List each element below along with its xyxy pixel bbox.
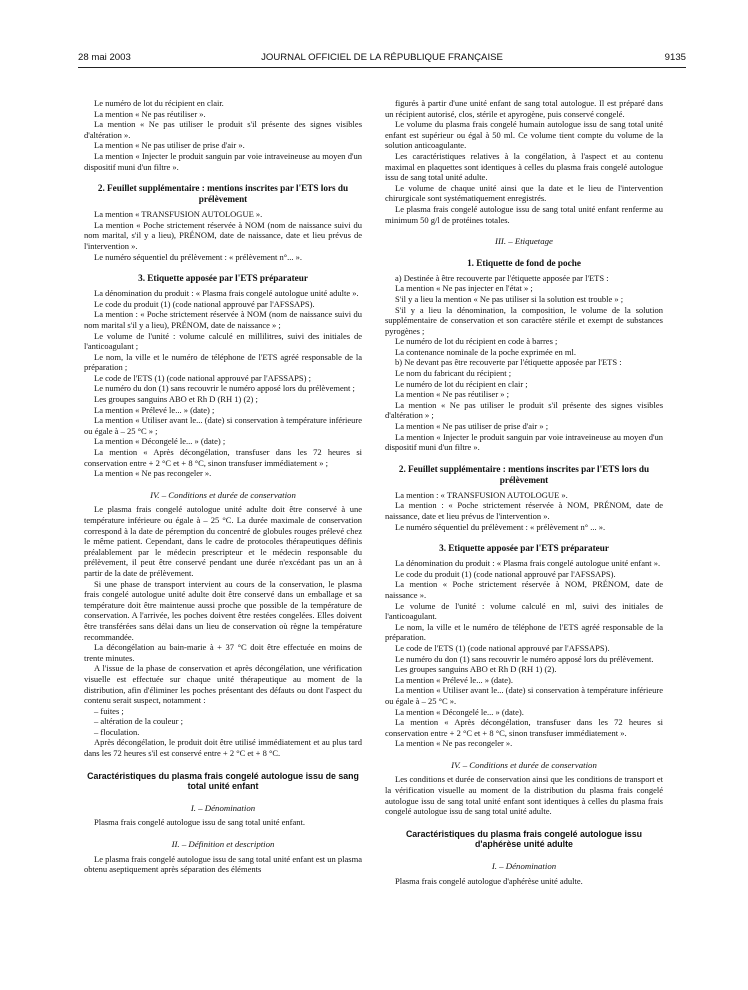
paragraph: Le code de l'ETS (1) (code national approuvé par l'AFSSAPS) ; (94, 372, 311, 383)
page-header (78, 52, 686, 66)
subsection-heading: IV. – Conditions et durée de conservation (451, 759, 597, 770)
paragraph: Le numéro du don (1) sans recouvrir le numéro apposé lors du prélèvement ; (94, 383, 355, 394)
paragraph: Le numéro séquentiel du prélèvement : « prélèvement n°... ». (94, 251, 303, 262)
paragraph: La mention « Ne pas utiliser de prise d'air » ; (395, 421, 549, 432)
paragraph: Le code de l'ETS (1) (code national approuvé par l'AFSSAPS). (395, 642, 610, 653)
paragraph: Le plasma frais congelé autologue unité adulte doit être conservé à une température inférieure ou égale à – 25 °C. La durée maximale de conservation correspond à la date de péremption du concentré de globules rouges prélevé chez le même patient. Cependant, dans le cadre de protocoles thérapeutiques définis préalablement par le médecin prescripteur et le médecin responsable du prélèvement, il peut être conservé pendant une durée n'excédant pas un an à partir de la date de prélèvement. (84, 504, 362, 578)
paragraph: La contenance nominale de la poche exprimée en ml. (395, 346, 577, 357)
subsection-heading: IV. – Conditions et durée de conservation (150, 489, 296, 500)
paragraph: Le plasma frais congelé autologue issu de sang total unité enfant renferme au minimum 50 g/l de protéines totales. (385, 203, 663, 225)
paragraph: La dénomination du produit : « Plasma frais congelé autologue unité adulte ». (94, 288, 359, 299)
paragraph: Les groupes sanguins ABO et Rh D (RH 1) (2). (395, 664, 557, 675)
paragraph: Les groupes sanguins ABO et Rh D (RH 1) (2) ; (94, 394, 258, 405)
section-heading: 2. Feuillet supplémentaire : mentions inscrites par l'ETS lors du prélèvement (97, 183, 349, 205)
paragraph: La mention « Utiliser avant le... (date) si conservation à température inférieure ou égale à – 25 °C » ; (84, 415, 362, 436)
paragraph: Le code du produit (1) (code national approuvé par l'AFSSAPS). (94, 298, 315, 309)
right-column (385, 98, 663, 886)
journal-title: JOURNAL OFFICIEL DE LA RÉPUBLIQUE FRANÇAISE (261, 52, 503, 63)
paragraph: Après décongélation, le produit doit être utilisé immédiatement et au plus tard dans les 72 heures s'il est conservé entre + 2 °C et + 8 °C. (84, 737, 362, 759)
paragraph: Le nom, la ville et le numéro de téléphone de l'ETS agréé responsable de la préparation ; (84, 351, 362, 373)
subsection-heading: I. – Dénomination (190, 802, 256, 813)
paragraph: Le volume de l'unité : volume calculé en ml, suivi des initiales de l'anticoagulant. (385, 600, 663, 622)
paragraph: La mention « Ne pas injecter en l'état » ; (395, 283, 533, 294)
paragraph: S'il y a lieu la dénomination, la composition, le volume de la solution supplémentaire de conservation et son caractère stérile et exempt de substances pyrogènes ; (385, 304, 663, 336)
paragraph: La mention « Après décongélation, transfuser dans les 72 heures si conservation entre + 2 °C et + 8 °C, sinon transfuser immédiatement » ; (84, 447, 362, 468)
paragraph: figurés à partir d'une unité enfant de sang total autologue. Il est préparé dans un récipient autorisé, clos, stérile et apyrogène, puis conservé congelé. (385, 98, 663, 119)
paragraph: La mention « TRANSFUSION AUTOLOGUE ». (94, 209, 263, 220)
paragraph: La mention : « TRANSFUSION AUTOLOGUE ». (395, 489, 568, 500)
paragraph: Le numéro séquentiel du prélèvement : « prélèvement n° ... ». (395, 521, 606, 532)
paragraph: La mention « Poche strictement réservée à NOM (nom de naissance suivi du nom marital, s'il y a lieu), PRÉNOM, date de naissance, date et lieu prévus de l'intervention ». (84, 219, 362, 251)
subsection-heading: III. – Etiquetage (495, 236, 553, 247)
paragraph: La mention « Prélevé le... » (date). (395, 674, 514, 685)
characteristics-heading: Caractéristiques du plasma frais congelé autologue issu d'aphérèse unité adulte (405, 828, 643, 850)
paragraph: Le volume de l'unité : volume calculé en millilitres, suivi des initiales de l'anticoagulant ; (84, 330, 362, 352)
page-number: 9135 (664, 52, 686, 63)
paragraph: La mention « Ne pas utiliser de prise d'air ». (94, 140, 245, 151)
paragraph: b) Ne devant pas être recouverte par l'étiquette apposée par l'ETS : (395, 357, 622, 368)
header-rule (78, 67, 686, 68)
paragraph: La mention « Ne pas réutiliser » ; (395, 389, 510, 400)
paragraph: La mention : « Poche strictement réservée à NOM (nom de naissance suivi du nom marital s'il y a lieu), PRÉNOM, date de naissance » ; (84, 309, 362, 330)
paragraph: Le volume de chaque unité ainsi que la date et le lieu de l'intervention chirurgicale sont systématiquement enregistrés. (385, 182, 663, 204)
paragraph: La mention « Ne pas recongeler ». (395, 738, 513, 749)
paragraph: La mention « Ne pas réutiliser ». (94, 108, 206, 119)
paragraph: La mention « Injecter le produit sanguin par voie intraveineuse au moyen d'un dispositif muni d'un filtre ». (385, 431, 663, 453)
paragraph: La mention « Décongelé le... » (date) ; (94, 436, 226, 447)
paragraph: La mention « Injecter le produit sanguin par voie intraveineuse au moyen d'un dispositif muni d'un filtre ». (84, 150, 362, 172)
subsection-heading: II. – Définition et description (171, 839, 275, 850)
paragraph: S'il y a lieu la mention « Ne pas utiliser si la solution est trouble » ; (395, 293, 624, 304)
paragraph: La mention « Poche strictement réservée à NOM, PRÉNOM, date de naissance ». (385, 579, 663, 600)
paragraph: La mention « Prélevé le... » (date) ; (94, 404, 215, 415)
paragraph: La mention « Ne pas utiliser le produit s'il présente des signes visibles d'altération ». (84, 119, 362, 140)
paragraph: Le numéro de lot du récipient en code à barres ; (395, 336, 558, 347)
characteristics-heading: Caractéristiques du plasma frais congelé autologue issu de sang total unité enfant (87, 770, 359, 792)
paragraph: La mention « Décongelé le... » (date). (395, 706, 524, 717)
paragraph: Le nom du fabricant du récipient ; (395, 368, 512, 379)
paragraph: Les conditions et durée de conservation ainsi que les conditions de transport et la vérification visuelle au moment de la distribution du plasma frais congelé autologue issu de sang total unité enfant sont identiques à celles du plasma frais congelé autologue issu de sang total unité adulte. (385, 774, 663, 817)
paragraph: A l'issue de la phase de conservation et après décongélation, une vérification visuelle est effectuée sur chaque unité thérapeutique au moment de la distribution, afin d'éliminer les poches présentant des défauts ou dont l'aspect du contenu serait suspect, notamment : (84, 663, 362, 706)
paragraph: Le numéro de lot du récipient en clair ; (395, 378, 528, 389)
paragraph: Plasma frais congelé autologue issu de sang total unité enfant. (94, 817, 306, 828)
paragraph: La mention « Utiliser avant le... (date) si conservation à température inférieure ou égale à – 25 °C ». (385, 685, 663, 706)
paragraph: La mention « Ne pas utiliser le produit s'il présente des signes visibles d'altération » ; (385, 399, 663, 421)
list-item: – floculation. (94, 726, 140, 737)
paragraph: Le numéro de lot du récipient en clair. (94, 98, 224, 108)
section-heading: 1. Etiquette de fond de poche (467, 257, 581, 268)
list-item: – altération de la couleur ; (94, 716, 183, 727)
paragraph: a) Destinée à être recouverte par l'étiquette apposée par l'ETS : (395, 272, 609, 283)
paragraph: La décongélation au bain-marie à + 37 °C doit être effectuée en moins de trente minutes. (84, 642, 362, 663)
paragraph: La mention « Après décongélation, transfuser dans les 72 heures si conservation entre + 2 °C et + 8 °C, sinon transfuser immédiatement ». (385, 717, 663, 738)
paragraph: La dénomination du produit : « Plasma frais congelé autologue unité enfant ». (395, 558, 661, 569)
left-column (84, 98, 362, 875)
list-item: – fuites ; (94, 705, 124, 716)
defects-list (84, 706, 362, 738)
paragraph: La mention « Ne pas recongeler ». (94, 468, 212, 479)
section-heading: 2. Feuillet supplémentaire : mentions inscrites par l'ETS lors du prélèvement (398, 463, 650, 485)
section-heading: 3. Etiquette apposée par l'ETS préparateur (138, 273, 308, 284)
paragraph: Si une phase de transport intervient au cours de la conservation, le plasma frais congelé autologue unité adulte doit être conservé dans un emballage et sa température doit être maintenue aussi proche que possible de la température de conservation. A l'arrivée, les poches doivent être restées congelées. Elles doivent être transférées sans délai dans un lieu de conservation où règne la température recommandée. (84, 578, 362, 642)
paragraph: Le numéro du don (1) sans recouvrir le numéro apposé lors du prélèvement. (395, 653, 654, 664)
paragraph: Le volume du plasma frais congelé humain autologue issu de sang total unité enfant est supérieur ou égal à 50 ml. Ce volume tient compte du volume de la solution anticoagulante. (385, 119, 663, 151)
paragraph: Les caractéristiques relatives à la congélation, à l'aspect et au contenu maximal en plaquettes sont identiques à celles du plasma frais congelé autologue issu de sang total unité adulte. (385, 150, 663, 183)
header-date: 28 mai 2003 (78, 52, 131, 63)
section-heading: 3. Etiquette apposée par l'ETS préparateur (439, 543, 609, 554)
paragraph: Le nom, la ville et le numéro de téléphone de l'ETS agréé responsable de la préparation. (385, 621, 663, 643)
paragraph: La mention : « Poche strictement réservée à NOM, PRÉNOM, date de naissance, date et lieu prévus de l'intervention ». (385, 500, 663, 521)
subsection-heading: I. – Dénomination (491, 861, 557, 872)
paragraph: Plasma frais congelé autologue d'aphérèse unité adulte. (395, 875, 583, 886)
paragraph: Le code du produit (1) (code national approuvé par l'AFSSAPS). (395, 568, 616, 579)
paragraph: Le plasma frais congelé autologue issu de sang total unité enfant est un plasma obtenu aseptiquement après séparation des éléments (84, 853, 362, 875)
